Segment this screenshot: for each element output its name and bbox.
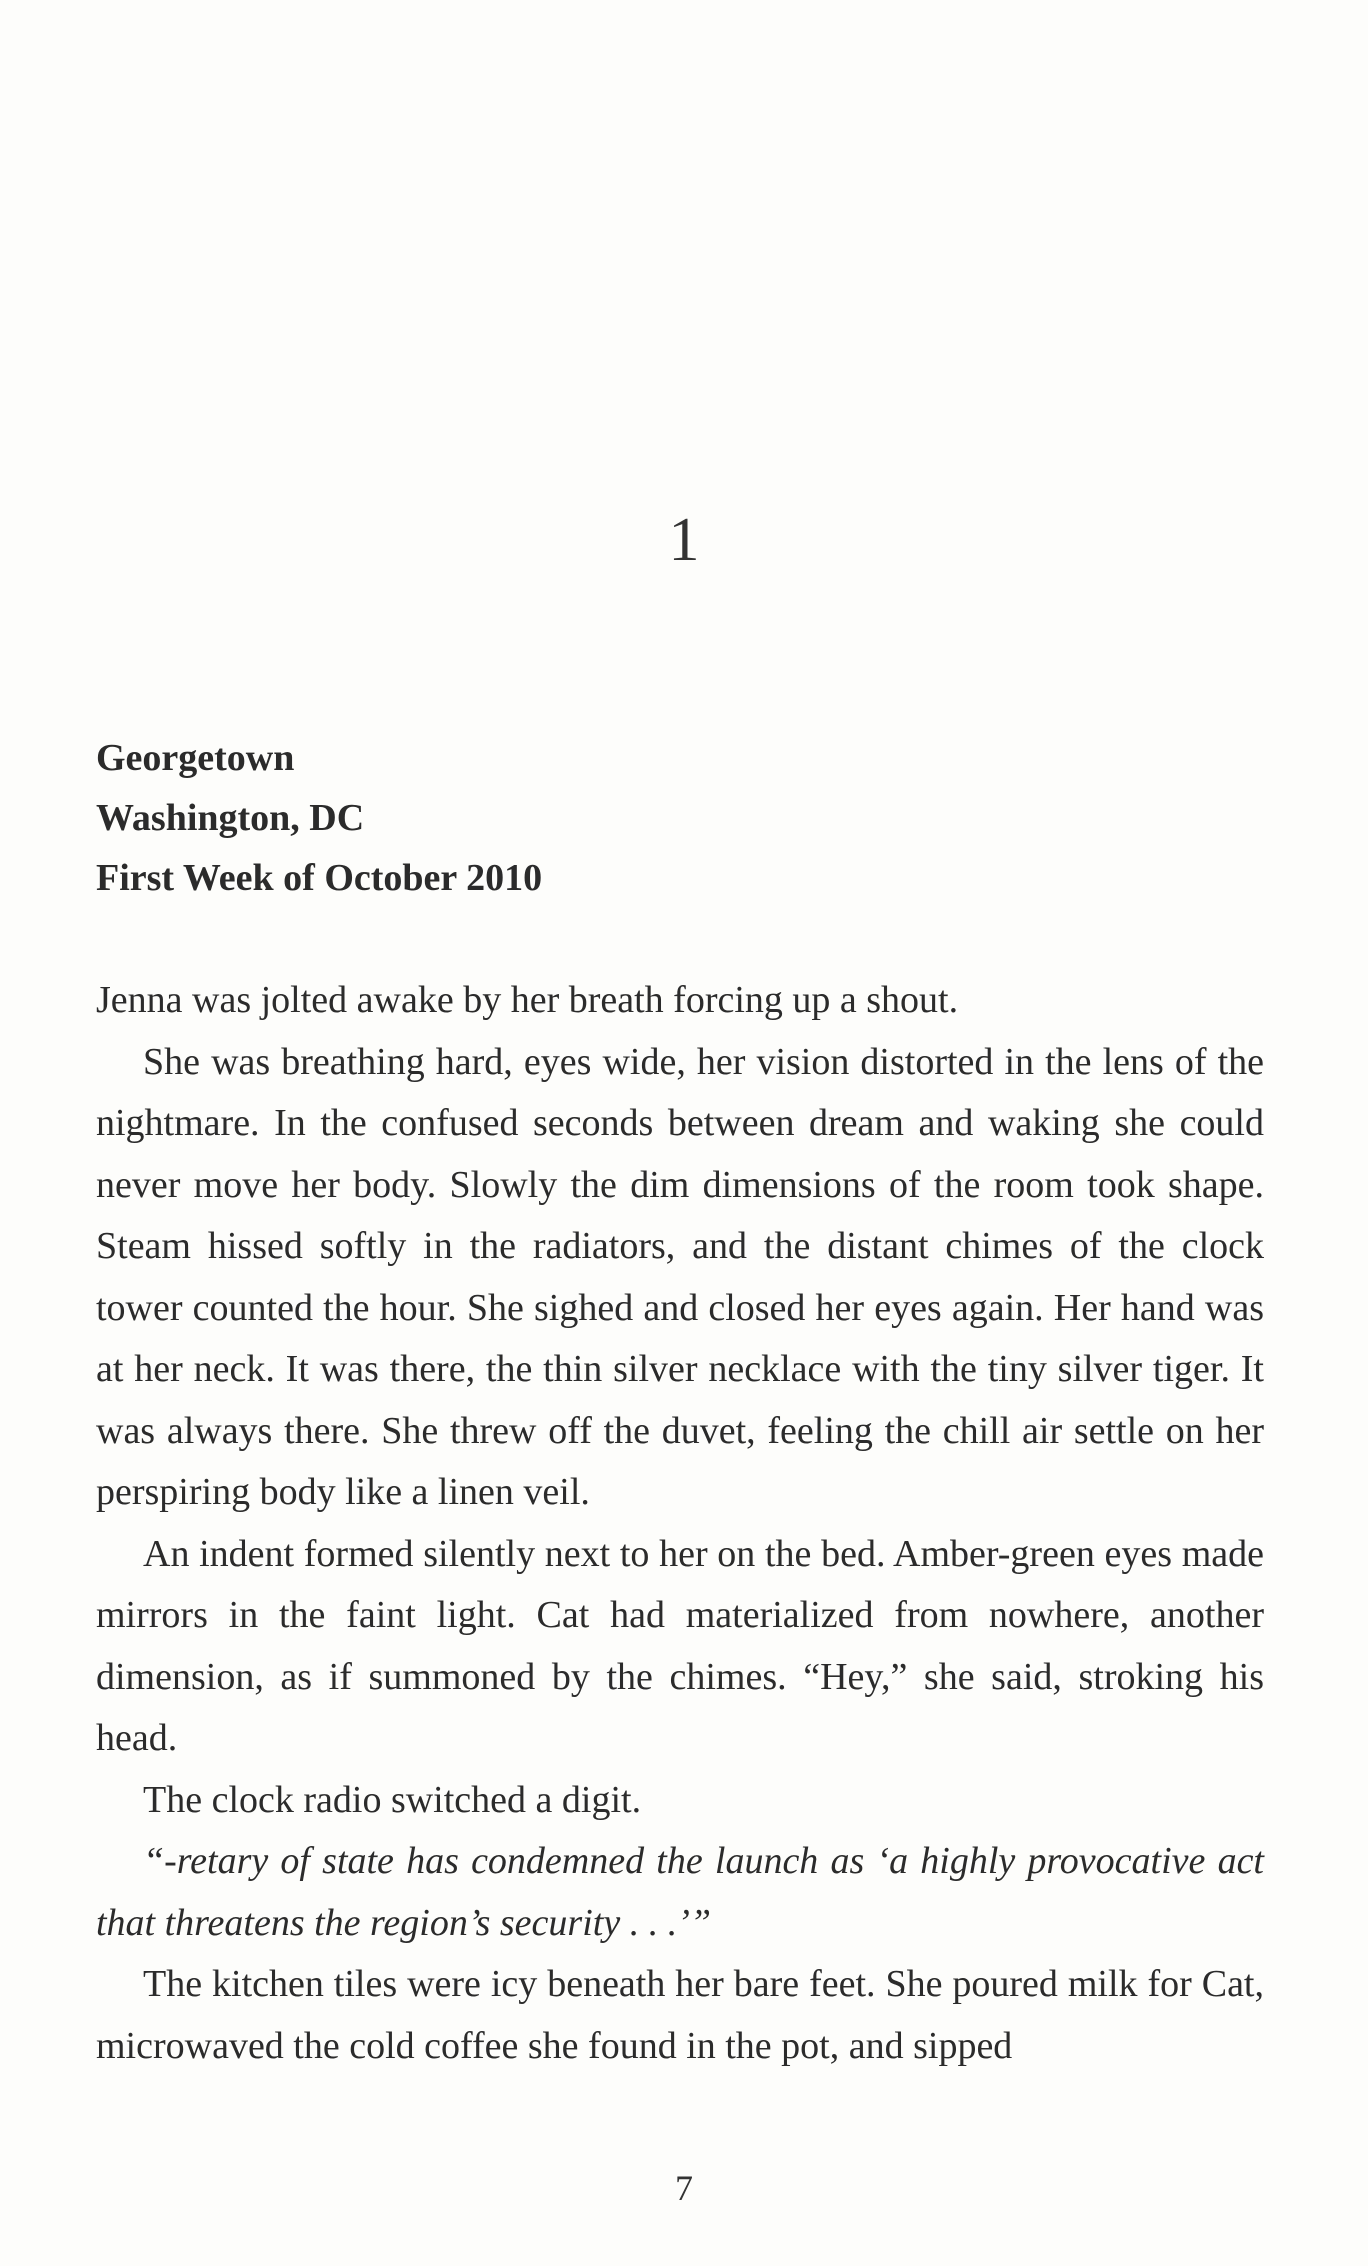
paragraph: She was breathing hard, eyes wide, her vision distorted in the lens of the nightmare. In the confused seconds between dream and waking she could never move her body. Slowly the dim dimensions of the room took shape. Steam hissed softly in the radiators, and the distant chimes of the clock tower counted the hour. She sighed and closed her eyes again. Her hand was at her neck. It was there, the thin silver necklace with the tiny silver tiger. It was always there. She threw off the duvet, feeling the chill air settle on her perspiring body like a linen veil. xyxy=(96,1040,1264,1513)
location-line-date: First Week of October 2010 xyxy=(96,857,543,899)
location-line-neighborhood: Georgetown xyxy=(96,737,295,779)
chapter-body xyxy=(96,970,1264,2077)
paragraph: The clock radio switched a digit. xyxy=(143,1778,642,1821)
location-heading xyxy=(96,728,542,908)
page-number: 7 xyxy=(675,2168,693,2208)
paragraph: An indent formed silently next to her on the bed. Amber-green eyes made mirrors in the faint light. Cat had materialized from nowhere, another dimension, as if summoned by the chimes. “Hey,” she said, stroking his head. xyxy=(96,1532,1264,1759)
paragraph: Jenna was jolted awake by her breath forcing up a shout. xyxy=(96,979,959,1021)
paragraph: The kitchen tiles were icy beneath her bare feet. She poured milk for Cat, microwaved the cold coffee she found in the pot, and sipped xyxy=(96,1963,1264,2067)
location-line-city: Washington, DC xyxy=(96,797,365,839)
radio-quote-paragraph: “-retary of state has condemned the launch as ‘a highly provocative act that threatens the region’s security . . .’” xyxy=(96,1840,1264,1944)
chapter-number: 1 xyxy=(668,506,700,574)
